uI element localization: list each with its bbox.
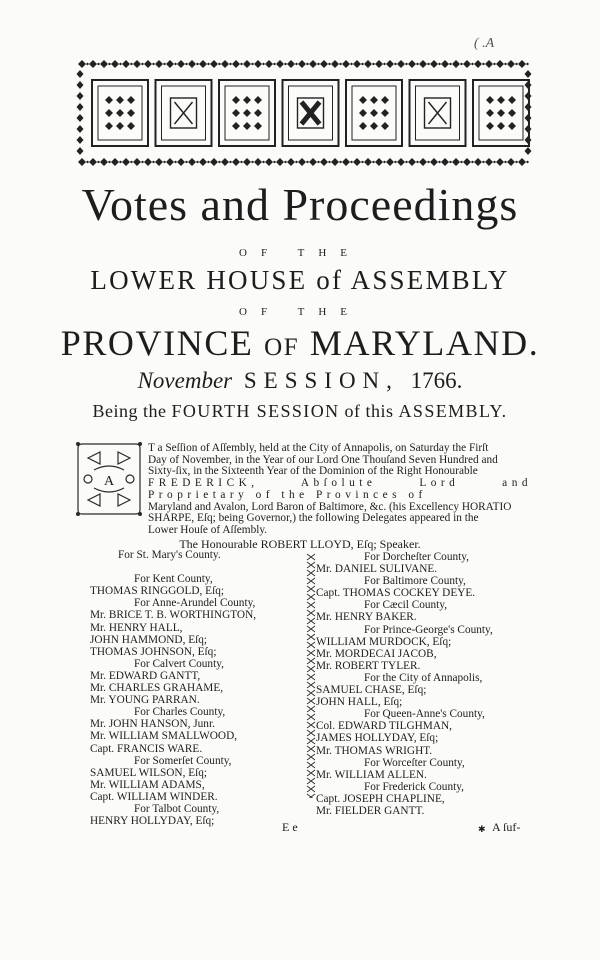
of-this-text: of this bbox=[344, 401, 394, 421]
intro-line: T a Seſſion of Aſſembly, held at the City of Annapolis, on Saturday the Firſt bbox=[148, 442, 489, 454]
session-year: 1766. bbox=[410, 368, 463, 393]
delegate-name: Capt. THOMAS COCKEY DEYE. bbox=[316, 587, 476, 600]
county-heading: For Frederick County, bbox=[364, 780, 464, 793]
printers-ornament-band bbox=[76, 58, 532, 168]
county-heading: For Calvert County, bbox=[134, 657, 224, 670]
delegate-name: Mr. FIELDER GANTT. bbox=[316, 804, 425, 817]
speaker-line: The Honourable ROBERT LLOYD, Eſq; Speaker. bbox=[179, 537, 421, 551]
being-the-text: Being the bbox=[92, 401, 167, 421]
decorated-initial-frame bbox=[74, 440, 144, 518]
county-heading: For Talbot County, bbox=[134, 802, 220, 815]
title-of-the-2: OF THE bbox=[239, 306, 361, 318]
intro-line: Sixty-ſix, in the Sixteenth Year of the Dominion of the Right Honourable bbox=[148, 465, 478, 478]
signature-mark: E e bbox=[282, 820, 298, 834]
title-province-of-maryland: PROVINCE of MARYLAND. bbox=[60, 323, 540, 363]
county-heading: For Dorcheſter County, bbox=[364, 551, 469, 563]
delegate-name: Mr. HENRY HALL, bbox=[90, 621, 183, 634]
county-heading: For Queen-Anne's County, bbox=[364, 708, 485, 721]
county-heading: For the City of Annapolis, bbox=[364, 671, 483, 684]
county-heading: For St. Mary's County. bbox=[118, 549, 221, 561]
delegate-name: Capt. JOSEPH CHAPLINE, bbox=[316, 792, 445, 805]
fourth-session-text: FOURTH SESSION bbox=[171, 401, 340, 421]
delegate-name: Mr. THOMAS WRIGHT. bbox=[316, 744, 433, 757]
delegate-name: THOMAS JOHNSON, Eſq; bbox=[90, 645, 217, 658]
delegate-name: Mr. WILLIAM SMALLWOOD, bbox=[90, 730, 238, 743]
delegate-name: JOHN HALL, Eſq; bbox=[316, 696, 403, 709]
ornament-fleuron-rows bbox=[77, 60, 532, 166]
star-mark: ✱ bbox=[478, 824, 486, 834]
session-word: SESSION, bbox=[243, 368, 399, 393]
initial-letter: A bbox=[103, 474, 115, 489]
corner-mark: ( .A bbox=[474, 36, 495, 51]
county-heading: For Prince-George's County, bbox=[364, 623, 493, 636]
delegate-name: SAMUEL CHASE, Eſq; bbox=[316, 684, 427, 697]
intro-paragraph bbox=[148, 443, 532, 537]
county-heading: For Kent County, bbox=[134, 573, 213, 586]
county-heading: For Charles County, bbox=[134, 706, 226, 719]
delegate-name: JAMES HOLLYDAY, Eſq; bbox=[316, 732, 439, 745]
delegate-name: Mr. ROBERT TYLER. bbox=[316, 659, 421, 672]
county-heading: For Somerſet County, bbox=[134, 754, 232, 767]
title-votes-and-proceedings: Votes and Proceedings bbox=[81, 179, 519, 230]
session-line bbox=[0, 368, 600, 394]
county-heading: For Cæcil County, bbox=[364, 599, 448, 612]
county-heading: For Anne-Arundel County, bbox=[134, 597, 256, 610]
intro-line: SHARPE, Eſq; being Governor,) the following Delegates appeared in the bbox=[148, 512, 479, 525]
title-lower-house: LOWER HOUSE of ASSEMBLY bbox=[90, 265, 510, 295]
delegate-name: Mr. BRICE T. B. WORTHINGTON, bbox=[90, 609, 257, 622]
delegate-name: Col. EDWARD TILGHMAN, bbox=[316, 720, 452, 733]
delegate-name: Mr. MORDECAI JACOB, bbox=[316, 647, 437, 660]
intro-line: Maryland and Avalon, Lord Baron of Baltimore, &c. (his Excellency HORATIO bbox=[148, 500, 512, 513]
county-heading: For Worceſter County, bbox=[364, 756, 465, 769]
fourth-session-line bbox=[0, 401, 600, 422]
delegates-column-left bbox=[90, 549, 300, 827]
delegate-name: SAMUEL WILSON, Eſq; bbox=[90, 766, 208, 779]
delegate-name: JOHN HAMMOND, Eſq; bbox=[90, 633, 208, 646]
delegate-name: Mr. EDWARD GANTT, bbox=[90, 669, 201, 682]
assembly-text: ASSEMBLY. bbox=[398, 401, 508, 421]
delegate-name: Mr. JOHN HANSON, Junr. bbox=[90, 718, 215, 731]
county-heading: For Baltimore County, bbox=[364, 575, 466, 588]
delegates-column-right bbox=[304, 551, 544, 817]
intro-line: Lower Houſe of Aſſembly. bbox=[148, 523, 268, 536]
catchword: A ſuf- bbox=[492, 820, 521, 834]
intro-line: FREDERICK, Abſolute Lord and Proprietary of the Provinces of bbox=[148, 477, 532, 501]
delegate-name bbox=[90, 561, 300, 573]
delegate-name: HENRY HOLLYDAY, Eſq; bbox=[90, 815, 215, 828]
delegate-name: Capt. FRANCIS WARE. bbox=[90, 742, 203, 755]
delegate-name: THOMAS RINGGOLD, Eſq; bbox=[90, 585, 224, 598]
intro-line: Day of November, in the Year of our Lord One Thouſand Seven Hundred and bbox=[148, 453, 498, 466]
title-of-the-1: OF THE bbox=[239, 247, 361, 259]
delegate-name: Mr. HENRY BAKER. bbox=[316, 611, 417, 624]
ornament-panels bbox=[92, 80, 529, 146]
delegate-name: WILLIAM MURDOCK, Eſq; bbox=[316, 635, 452, 648]
delegate-name: Mr. DANIEL SULIVANE. bbox=[316, 563, 438, 576]
delegate-name: Mr. WILLIAM ADAMS, bbox=[90, 778, 205, 791]
delegate-name: Mr. YOUNG PARRAN. bbox=[90, 694, 200, 707]
delegate-name: Mr. CHARLES GRAHAME, bbox=[90, 682, 224, 695]
delegate-name: Capt. WILLIAM WINDER. bbox=[90, 790, 218, 803]
delegate-name: Mr. WILLIAM ALLEN. bbox=[316, 768, 427, 781]
session-month: November bbox=[137, 368, 233, 393]
